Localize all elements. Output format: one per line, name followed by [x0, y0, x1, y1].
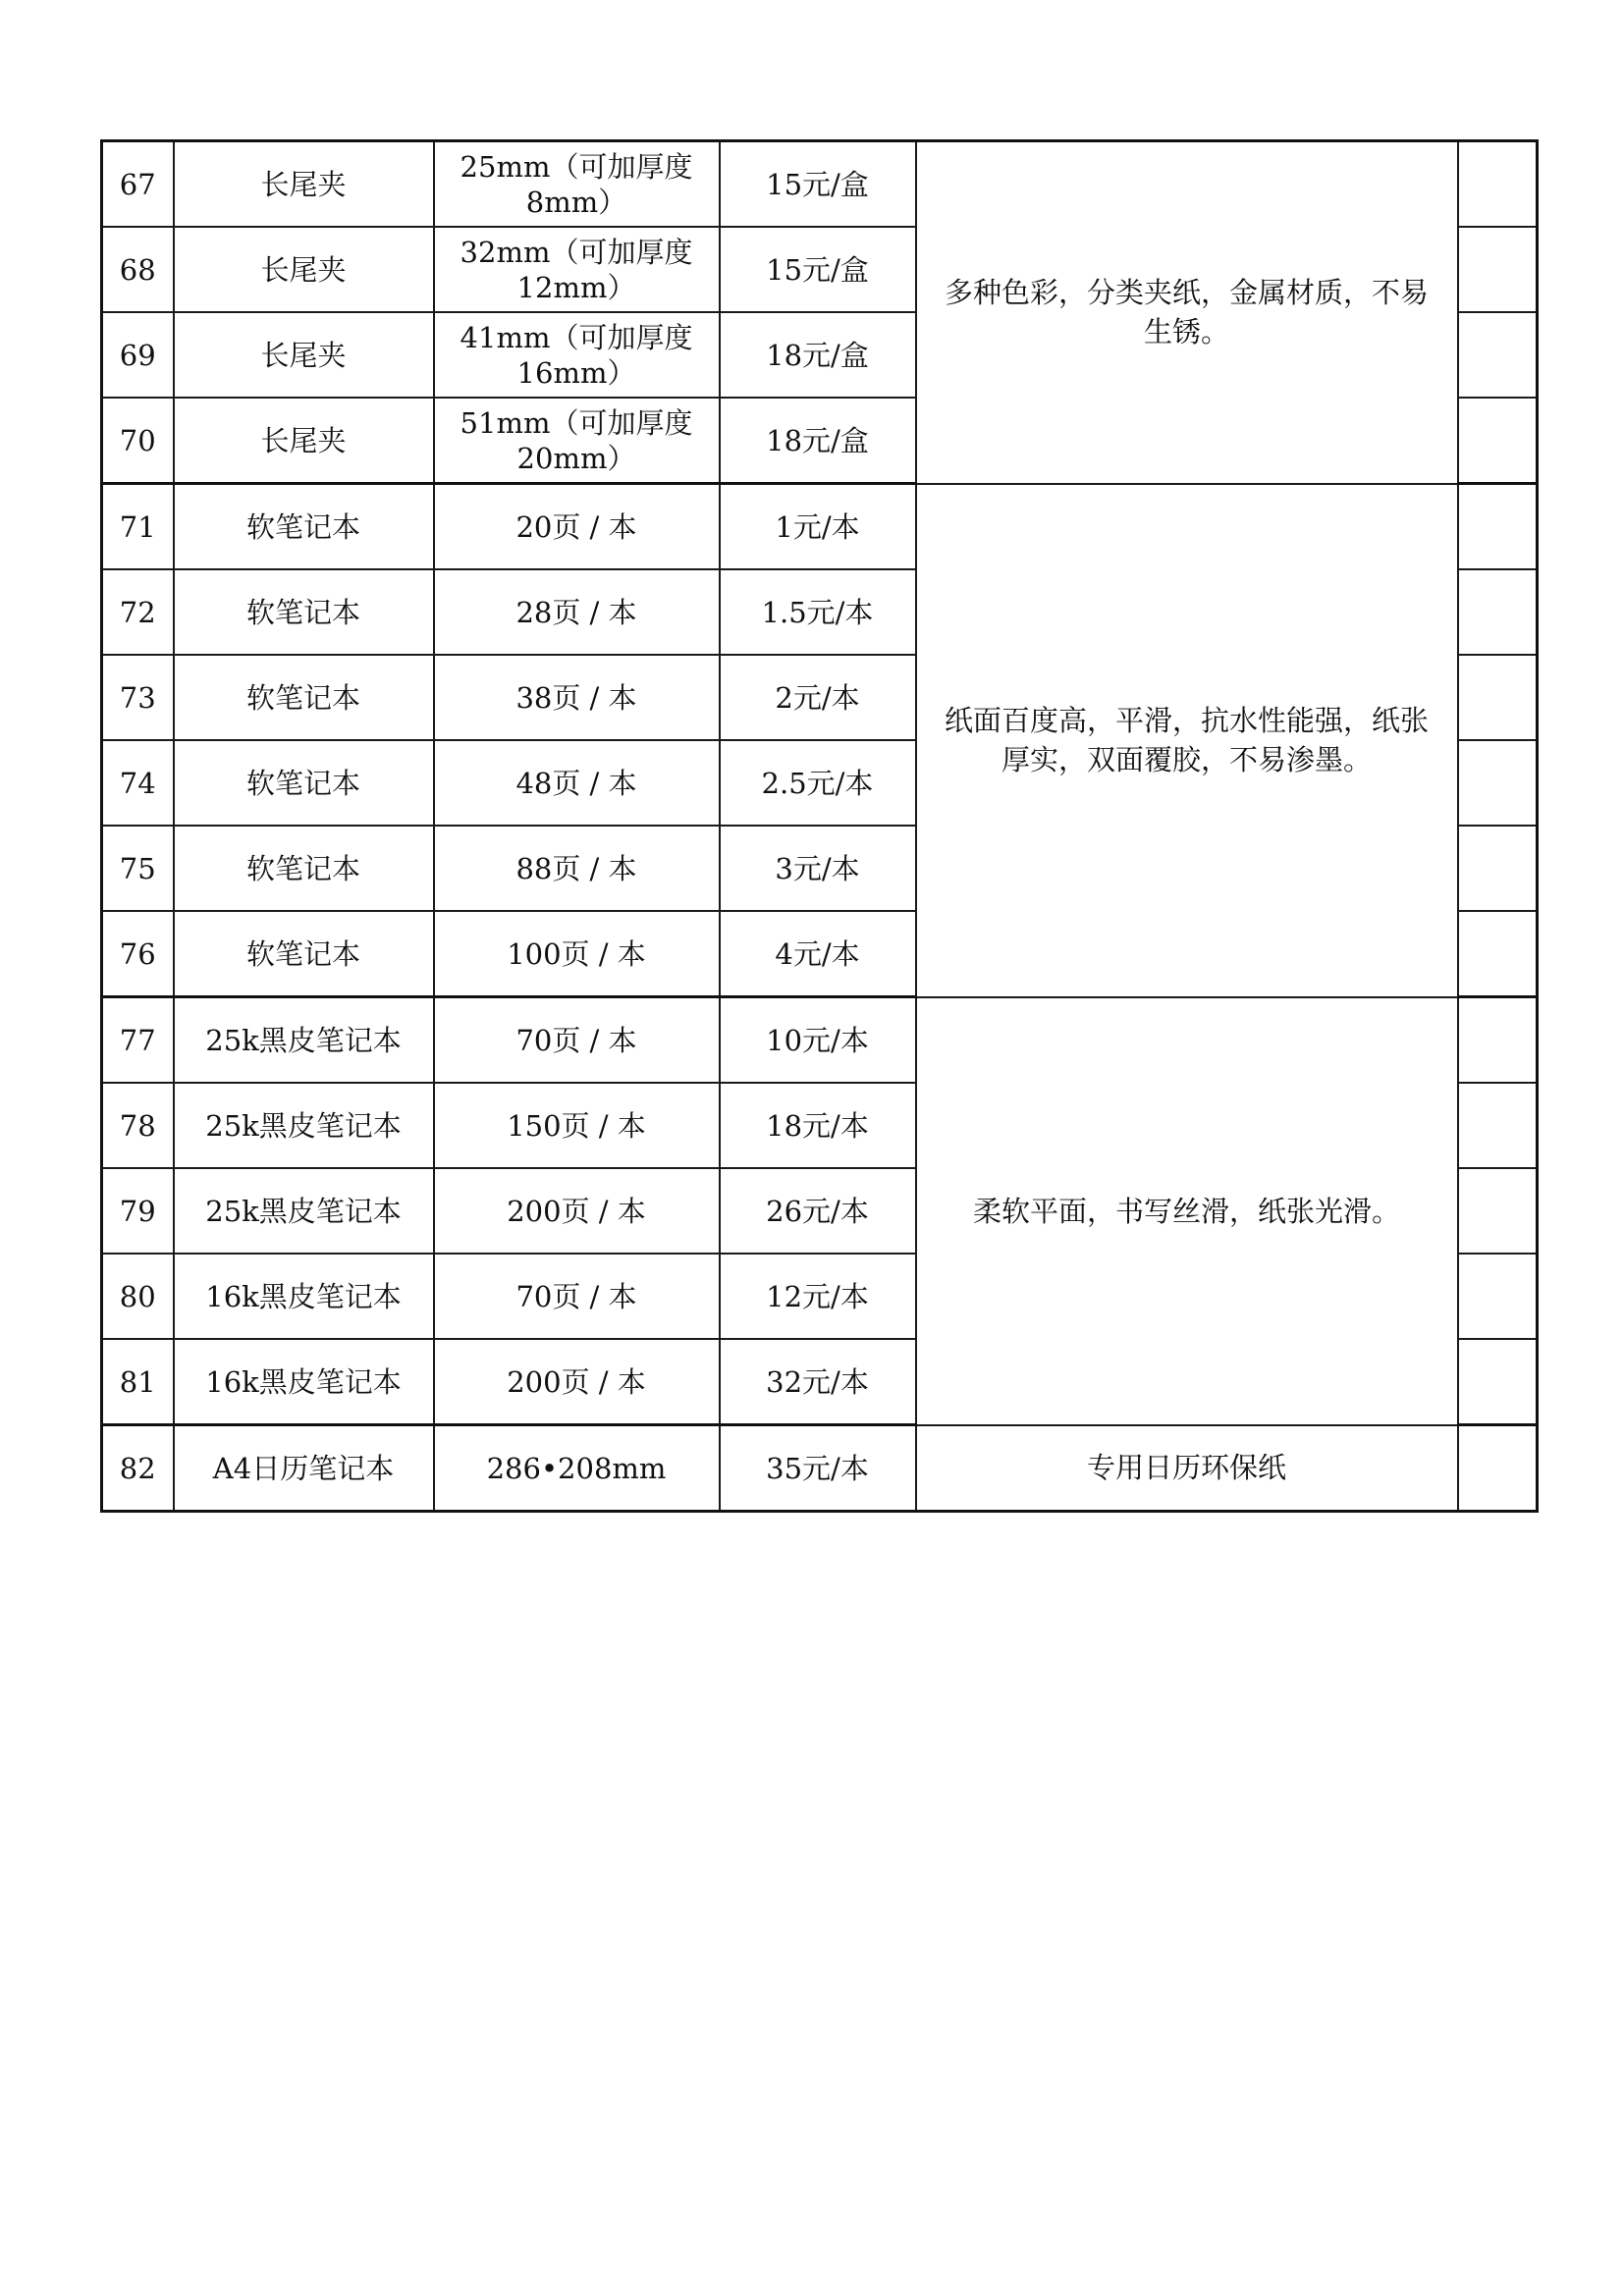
row-number: 79: [102, 1168, 174, 1254]
product-spec: 41mm（可加厚度16mm）: [434, 312, 720, 398]
product-price: 12元/本: [720, 1254, 916, 1339]
row-number: 73: [102, 655, 174, 740]
blank-cell: [1458, 740, 1538, 826]
blank-cell: [1458, 484, 1538, 570]
product-price: 2元/本: [720, 655, 916, 740]
product-name: 16k黑皮笔记本: [174, 1254, 434, 1339]
blank-cell: [1458, 141, 1538, 228]
product-description: 柔软平面，书写丝滑，纸张光滑。: [916, 997, 1458, 1425]
product-spec: 48页 / 本: [434, 740, 720, 826]
product-spec: 150页 / 本: [434, 1083, 720, 1168]
blank-cell: [1458, 1168, 1538, 1254]
product-name: 25k黑皮笔记本: [174, 1083, 434, 1168]
product-description: 纸面百度高，平滑，抗水性能强，纸张厚实，双面覆胶，不易渗墨。: [916, 484, 1458, 997]
product-name: 软笔记本: [174, 740, 434, 826]
product-name: 25k黑皮笔记本: [174, 1168, 434, 1254]
product-name: 长尾夹: [174, 398, 434, 484]
product-spec: 88页 / 本: [434, 826, 720, 911]
table-row: [102, 484, 1538, 570]
product-price: 15元/盒: [720, 141, 916, 228]
product-name: 软笔记本: [174, 655, 434, 740]
product-price: 4元/本: [720, 911, 916, 997]
row-number: 75: [102, 826, 174, 911]
product-spec: 28页 / 本: [434, 569, 720, 655]
row-number: 76: [102, 911, 174, 997]
blank-cell: [1458, 1083, 1538, 1168]
blank-cell: [1458, 398, 1538, 484]
product-description: 多种色彩，分类夹纸，金属材质，不易生锈。: [916, 141, 1458, 484]
product-spec: 70页 / 本: [434, 1254, 720, 1339]
product-spec: 51mm（可加厚度20mm）: [434, 398, 720, 484]
product-price: 10元/本: [720, 997, 916, 1084]
product-name: 25k黑皮笔记本: [174, 997, 434, 1084]
row-number: 68: [102, 227, 174, 312]
product-name: 软笔记本: [174, 826, 434, 911]
row-number: 82: [102, 1425, 174, 1512]
product-description: 专用日历环保纸: [916, 1425, 1458, 1512]
product-spec: 20页 / 本: [434, 484, 720, 570]
product-price: 15元/盒: [720, 227, 916, 312]
product-name: 软笔记本: [174, 484, 434, 570]
blank-cell: [1458, 227, 1538, 312]
blank-cell: [1458, 1339, 1538, 1425]
blank-cell: [1458, 1425, 1538, 1512]
row-number: 67: [102, 141, 174, 228]
product-price: 18元/本: [720, 1083, 916, 1168]
product-name: A4日历笔记本: [174, 1425, 434, 1512]
product-spec: 38页 / 本: [434, 655, 720, 740]
product-price: 1.5元/本: [720, 569, 916, 655]
row-number: 70: [102, 398, 174, 484]
product-name: 软笔记本: [174, 569, 434, 655]
row-number: 80: [102, 1254, 174, 1339]
row-number: 69: [102, 312, 174, 398]
product-spec: 100页 / 本: [434, 911, 720, 997]
product-name: 软笔记本: [174, 911, 434, 997]
product-price: 18元/盒: [720, 312, 916, 398]
row-number: 77: [102, 997, 174, 1084]
product-price: 3元/本: [720, 826, 916, 911]
product-price: 2.5元/本: [720, 740, 916, 826]
product-spec: 70页 / 本: [434, 997, 720, 1084]
blank-cell: [1458, 569, 1538, 655]
blank-cell: [1458, 911, 1538, 997]
row-number: 71: [102, 484, 174, 570]
blank-cell: [1458, 1254, 1538, 1339]
row-number: 81: [102, 1339, 174, 1425]
blank-cell: [1458, 826, 1538, 911]
product-spec: 200页 / 本: [434, 1339, 720, 1425]
product-name: 长尾夹: [174, 141, 434, 228]
blank-cell: [1458, 655, 1538, 740]
table-row: [102, 1425, 1538, 1512]
table-row: [102, 997, 1538, 1084]
table-row: [102, 141, 1538, 228]
row-number: 72: [102, 569, 174, 655]
product-name: 长尾夹: [174, 312, 434, 398]
product-price-table: [100, 139, 1539, 1513]
product-name: 长尾夹: [174, 227, 434, 312]
product-price: 1元/本: [720, 484, 916, 570]
product-spec: 200页 / 本: [434, 1168, 720, 1254]
row-number: 78: [102, 1083, 174, 1168]
product-price: 32元/本: [720, 1339, 916, 1425]
blank-cell: [1458, 997, 1538, 1084]
product-price: 35元/本: [720, 1425, 916, 1512]
blank-cell: [1458, 312, 1538, 398]
product-spec: 25mm（可加厚度8mm）: [434, 141, 720, 228]
product-name: 16k黑皮笔记本: [174, 1339, 434, 1425]
product-price: 18元/盒: [720, 398, 916, 484]
product-price: 26元/本: [720, 1168, 916, 1254]
product-spec: 32mm（可加厚度12mm）: [434, 227, 720, 312]
row-number: 74: [102, 740, 174, 826]
product-spec: 286•208mm: [434, 1425, 720, 1512]
